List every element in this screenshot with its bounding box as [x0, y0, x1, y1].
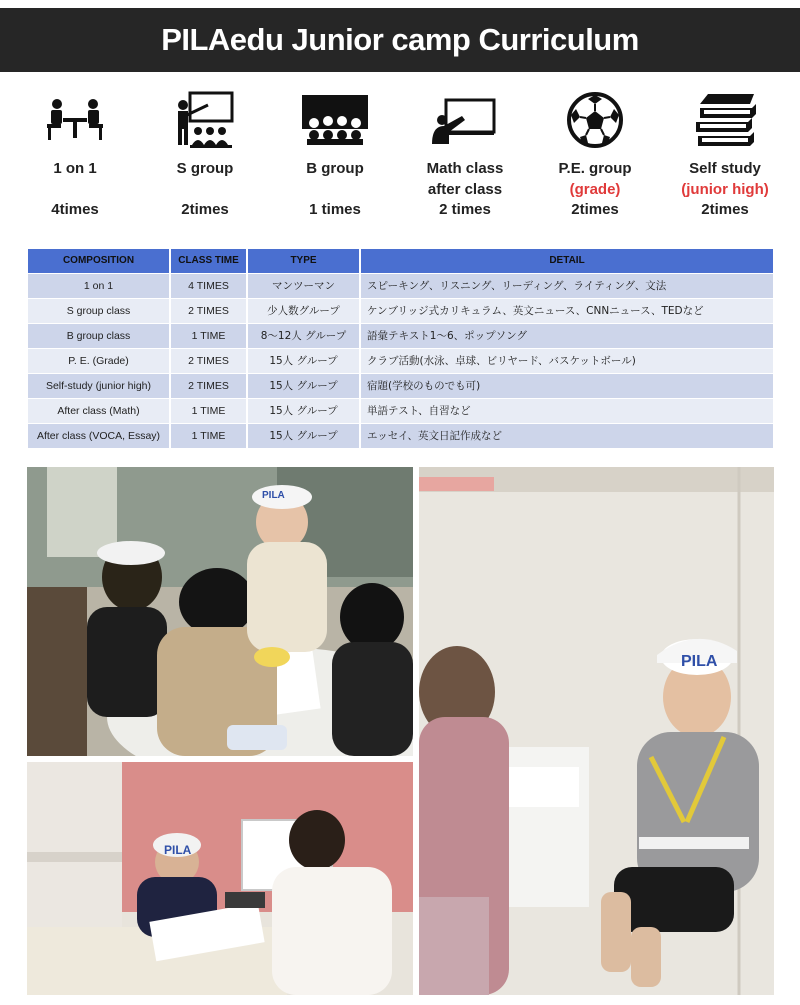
class-type-big-group [270, 88, 400, 218]
composition-cell: After class (Math) [28, 398, 170, 423]
table-row [28, 298, 773, 323]
class-time-cell: 1 TIME [170, 323, 247, 348]
curriculum-table-wrap [28, 249, 773, 448]
page-title: PILAedu Junior camp Curriculum [161, 22, 639, 57]
table-row [28, 423, 773, 448]
class-type-sublabel: after class [427, 181, 503, 198]
class-time-cell: 4 TIMES [170, 273, 247, 298]
table-row [28, 323, 773, 348]
class-type-self-study [660, 88, 790, 218]
big-group-icon [302, 95, 368, 145]
composition-cell: P. E. (Grade) [28, 348, 170, 373]
class-type-count: 4times [51, 201, 99, 218]
column-header: TYPE [247, 249, 360, 273]
class-time-cell: 1 TIME [170, 423, 247, 448]
detail-cell: スピーキング、リスニング、リーディング、ライティング、文法 [360, 273, 773, 298]
class-type-pe [530, 88, 660, 218]
class-type-label: B group [306, 160, 364, 177]
class-type-math [400, 88, 530, 218]
class-time-cell: 2 TIMES [170, 373, 247, 398]
column-header: COMPOSITION [28, 249, 170, 273]
detail-cell: 単語テスト、自習など [360, 398, 773, 423]
curriculum-table [28, 249, 773, 448]
class-type-label: S group [176, 160, 234, 177]
table-row [28, 348, 773, 373]
class-type-one-on-one [10, 88, 140, 218]
one-on-one-icon [45, 98, 105, 142]
soccer-ball-icon [566, 91, 624, 149]
composition-cell: B group class [28, 323, 170, 348]
class-type-count: 2times [181, 201, 229, 218]
class-type-label: Math class [426, 160, 504, 177]
type-cell: 15人 グループ [247, 373, 360, 398]
class-type-count: 2 times [439, 201, 491, 218]
class-type-small-group [140, 88, 270, 218]
table-row [28, 398, 773, 423]
type-cell: 8～12人 グループ [247, 323, 360, 348]
class-types-row [10, 88, 790, 228]
detail-cell: 宿題(学校のものでも可) [360, 373, 773, 398]
class-type-label: Self study [689, 160, 761, 177]
detail-cell: エッセイ、英文日記作成など [360, 423, 773, 448]
table-row [28, 373, 773, 398]
class-type-label: P.E. group [558, 160, 632, 177]
class-type-count: 1 times [309, 201, 361, 218]
math-class-icon [432, 96, 498, 144]
detail-cell: クラブ活動(水泳、卓球、ビリヤード、バスケットボール) [360, 348, 773, 373]
composition-cell: S group class [28, 298, 170, 323]
class-time-cell: 2 TIMES [170, 348, 247, 373]
books-icon [694, 92, 756, 148]
detail-cell: 語彙テキスト1～6、ポップソング [360, 323, 773, 348]
type-cell: 15人 グループ [247, 423, 360, 448]
class-type-sublabel: (grade) [569, 181, 621, 198]
class-type-count: 2times [571, 201, 619, 218]
table-row [28, 273, 773, 298]
type-cell: マンツーマン [247, 273, 360, 298]
type-cell: 15人 グループ [247, 348, 360, 373]
class-time-cell: 1 TIME [170, 398, 247, 423]
composition-cell: After class (VOCA, Essay) [28, 423, 170, 448]
detail-cell: ケンブリッジ式カリキュラム、英文ニュース、CNNニュース、TEDなど [360, 298, 773, 323]
column-header: DETAIL [360, 249, 773, 273]
cap-logo-text: PILA [262, 490, 285, 501]
photo-one-on-one-lesson [419, 467, 774, 995]
column-header: CLASS TIME [170, 249, 247, 273]
composition-cell: 1 on 1 [28, 273, 170, 298]
photo-group-study [27, 467, 413, 756]
small-group-icon [174, 91, 236, 149]
composition-cell: Self-study (junior high) [28, 373, 170, 398]
class-type-label: 1 on 1 [53, 160, 97, 177]
type-cell: 15人 グループ [247, 398, 360, 423]
cap-logo-text: PILA [164, 843, 192, 857]
title-banner [0, 8, 800, 72]
photo-tutor-lesson [27, 762, 413, 995]
table-header-row [28, 249, 773, 273]
type-cell: 少人数グループ [247, 298, 360, 323]
cap-logo-text: PILA [681, 653, 718, 670]
class-type-count: 2times [701, 201, 749, 218]
class-time-cell: 2 TIMES [170, 298, 247, 323]
class-type-sublabel: (junior high) [681, 181, 769, 198]
